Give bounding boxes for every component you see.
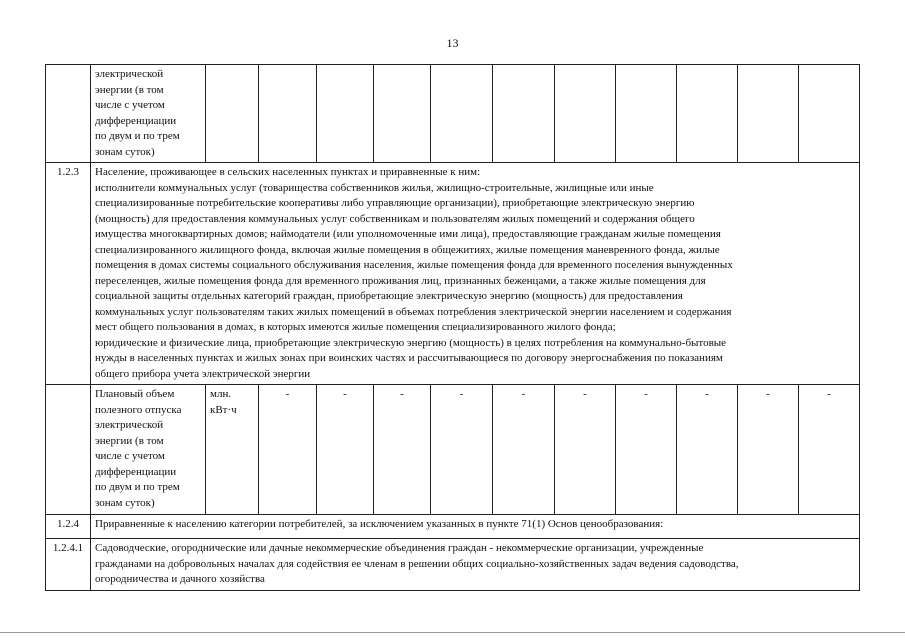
empty-cell: [677, 65, 738, 163]
row-number-cell: [46, 385, 91, 515]
value-cell: -: [616, 385, 677, 515]
tariff-table: [45, 64, 860, 591]
value-cell: -: [431, 385, 493, 515]
section-description: Население, проживающее в сельских населенных пунктах и приравненные к ним: исполнители коммунальных услуг (товарищества собственников жилья, жилищно-строительные, жилищные или иные специализированные потребительские кооперативы либо управляющие организации), приобретающие электрическую энергию (мощность) для предоставления коммунальных услуг собственникам и пользователям жилых помещений и содержания общего имущества многоквартирных домов; наймодатели (или уполномоченные ими лица), предоставляющие гражданам жилые помещения специализированного жилищного фонда, включая жилые помещения в общежитиях, жилые помещения маневренного фонда, жилые помещения в домах системы социального обслуживания населения, жилые помещения фонда для временного поселения вынужденных переселенцев, жилые помещения фонда для временного проживания лиц, признанных беженцами, а также жилые помещения для социальной защиты отдельных категорий граждан, приобретающие электрическую энергию (мощность) для предоставления коммунальных услуг пользователям таких жилых помещений в объемах потребления электрической энергии населением и содержания мест общего пользования в домах, в которых имеются жилые помещения специализированного жилого фонда; юридические и физические лица, приобретающие электрическую энергию (мощность) в целях потребления на коммунально-бытовые нужды в населенных пунктах и жилых зонах при воинских частях и рассчитывающиеся по договору энергоснабжения по показаниям общего прибора учета электрической энергии: [91, 163, 860, 385]
row-number-cell: 1.2.3: [46, 163, 91, 385]
row-number-cell: 1.2.4: [46, 515, 91, 539]
empty-cell: [317, 65, 374, 163]
section-description: Приравненные к населению категории потребителей, за исключением указанных в пункте 71(1) Основ ценообразования:: [91, 515, 860, 539]
empty-cell: [206, 65, 259, 163]
empty-cell: [259, 65, 317, 163]
empty-cell: [493, 65, 555, 163]
table-row: [46, 65, 860, 163]
section-description: Садоводческие, огороднические или дачные некоммерческие объединения граждан - некоммерческие организации, учрежденные гражданами на добровольных началах для содействия ее членам в решении общих социально-хозяйственных задач ведения садоводства, огородничества и дачного хозяйства: [91, 539, 860, 591]
row-number-cell: [46, 65, 91, 163]
value-cell: -: [317, 385, 374, 515]
empty-cell: [616, 65, 677, 163]
empty-cell: [374, 65, 431, 163]
row-label-cell: электрической энергии (в том числе с учетом дифференциации по двум и по трем зонам суток): [91, 65, 206, 163]
row-number-cell: 1.2.4.1: [46, 539, 91, 591]
value-cell: -: [555, 385, 616, 515]
empty-cell: [431, 65, 493, 163]
page-number: 13: [446, 36, 459, 50]
row-label-cell: Плановый объем полезного отпуска электрической энергии (в том числе с учетом дифференциации по двум и по трем зонам суток): [91, 385, 206, 515]
empty-cell: [738, 65, 799, 163]
table-row: [46, 385, 860, 515]
value-cell: -: [493, 385, 555, 515]
table-row: [46, 515, 860, 539]
unit-cell: млн. кВт·ч: [206, 385, 259, 515]
value-cell: -: [374, 385, 431, 515]
empty-cell: [555, 65, 616, 163]
value-cell: -: [259, 385, 317, 515]
table-row: [46, 163, 860, 385]
empty-cell: [799, 65, 860, 163]
value-cell: -: [799, 385, 860, 515]
table-row: [46, 539, 860, 591]
value-cell: -: [738, 385, 799, 515]
value-cell: -: [677, 385, 738, 515]
scan-edge-line: [0, 632, 905, 633]
